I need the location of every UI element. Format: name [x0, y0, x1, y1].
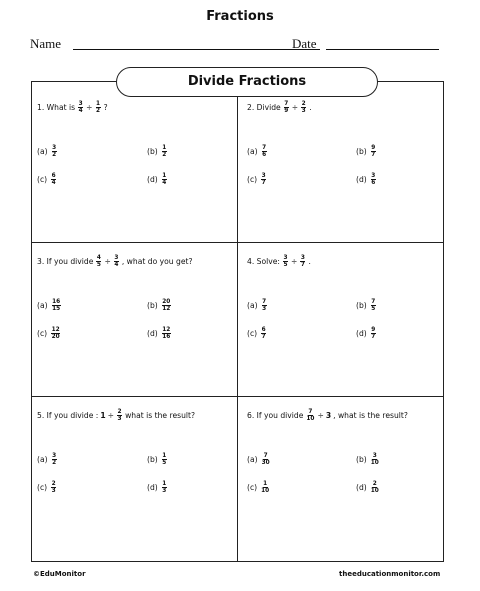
option-fraction	[52, 299, 61, 313]
option-label: (c)	[247, 175, 258, 185]
option-label: (b)	[356, 455, 367, 465]
option-fraction-denominator: 7	[261, 180, 266, 187]
question-2-option[interactable]	[356, 173, 377, 187]
option-fraction-denominator: 10	[370, 460, 379, 467]
option-fraction	[52, 453, 57, 467]
question-6-fraction-numerator: 7	[308, 409, 313, 415]
option-fraction-numerator: 2	[51, 481, 56, 487]
option-fraction-denominator: 16	[162, 334, 171, 341]
question-2-option[interactable]	[356, 145, 377, 159]
option-fraction-numerator: 1	[263, 481, 268, 487]
option-fraction	[162, 481, 167, 495]
question-2-option[interactable]	[247, 173, 267, 187]
option-fraction-numerator: 16	[52, 299, 61, 305]
question-5-fraction-denominator: 3	[117, 416, 122, 423]
question-1-fraction	[96, 101, 101, 115]
option-fraction-numerator: 6	[261, 327, 266, 333]
question-3-fraction-numerator: 3	[114, 255, 119, 261]
option-fraction-denominator: 12	[162, 306, 171, 313]
option-label: (c)	[37, 175, 48, 185]
option-fraction-denominator: 2	[52, 460, 57, 467]
option-label: (b)	[356, 147, 367, 157]
option-fraction-numerator: 3	[52, 453, 57, 459]
section-banner: Divide Fractions	[116, 67, 378, 97]
question-6-prompt	[247, 409, 408, 423]
option-fraction	[52, 145, 57, 159]
question-1-option[interactable]	[37, 173, 57, 187]
question-5-option[interactable]	[37, 481, 57, 495]
option-fraction-denominator: 10	[370, 488, 379, 495]
question-5-text: what is the result?	[125, 411, 196, 421]
question-3-prompt	[37, 255, 193, 269]
question-3-fraction	[96, 255, 101, 269]
question-6-option[interactable]	[356, 453, 380, 467]
question-5-fraction	[117, 409, 122, 423]
option-fraction-numerator: 3	[371, 173, 376, 179]
option-fraction	[262, 145, 267, 159]
option-label: (b)	[356, 301, 367, 311]
option-fraction-numerator: 9	[371, 145, 376, 151]
option-fraction-denominator: 7	[371, 334, 376, 341]
option-label: (d)	[147, 175, 158, 185]
option-fraction	[371, 145, 376, 159]
option-fraction-numerator: 12	[51, 327, 60, 333]
option-fraction-denominator: 7	[261, 334, 266, 341]
option-fraction-denominator: 3	[162, 488, 167, 495]
option-fraction	[261, 327, 266, 341]
option-label: (c)	[37, 483, 48, 493]
option-fraction	[51, 173, 56, 187]
question-6-fraction-denominator: 10	[306, 416, 315, 423]
option-fraction-denominator: 7	[371, 152, 376, 159]
question-1-fraction	[78, 101, 83, 115]
option-fraction	[371, 327, 376, 341]
option-label: (c)	[247, 329, 258, 339]
grid-divider-horizontal-2	[31, 396, 444, 397]
question-1-option[interactable]	[37, 145, 58, 159]
option-label: (a)	[37, 147, 48, 157]
option-fraction-denominator: 4	[162, 180, 167, 187]
option-fraction	[51, 327, 60, 341]
option-fraction-denominator: 3	[51, 488, 56, 495]
question-6-option[interactable]	[247, 481, 270, 495]
question-4-option[interactable]	[247, 327, 267, 341]
question-3-option[interactable]	[37, 299, 62, 313]
option-fraction-numerator: 7	[262, 299, 267, 305]
question-1-text: ?	[103, 103, 108, 113]
question-5-option[interactable]	[147, 453, 168, 467]
question-4-fraction-numerator: 3	[283, 255, 288, 261]
question-3-option[interactable]	[147, 299, 172, 313]
question-3-text: , what do you get?	[121, 257, 193, 267]
date-line[interactable]	[326, 49, 439, 50]
question-4-fraction-numerator: 3	[300, 255, 305, 261]
question-2-text: .	[309, 103, 312, 113]
option-fraction-denominator: 4	[51, 180, 56, 187]
question-4-fraction-denominator: 5	[283, 262, 288, 269]
option-label: (b)	[147, 301, 158, 311]
option-fraction-denominator: 2	[52, 152, 57, 159]
question-3-fraction-denominator: 4	[114, 262, 119, 269]
question-3-option[interactable]	[147, 327, 172, 341]
option-fraction-denominator: 30	[261, 460, 270, 467]
name-date-row	[30, 36, 450, 52]
option-label: (b)	[147, 147, 158, 157]
option-fraction-numerator: 3	[52, 145, 57, 151]
option-fraction-numerator: 2	[372, 481, 377, 487]
question-6-text: 6. If you divide	[247, 411, 304, 421]
question-3-fraction	[114, 255, 119, 269]
question-2-option[interactable]	[247, 145, 268, 159]
option-fraction	[162, 173, 167, 187]
option-label: (a)	[247, 147, 258, 157]
option-fraction-numerator: 1	[162, 481, 167, 487]
option-fraction-numerator: 3	[372, 453, 377, 459]
option-label: (a)	[37, 301, 48, 311]
option-fraction-denominator: 6	[262, 152, 267, 159]
footer-website: theeducationmonitor.com	[339, 570, 441, 578]
question-4-option[interactable]	[356, 299, 377, 313]
question-3-text: ÷	[104, 257, 111, 267]
question-4-prompt	[247, 255, 311, 269]
question-5-option[interactable]	[147, 481, 168, 495]
option-fraction-numerator: 7	[263, 453, 268, 459]
question-2-text: ÷	[291, 103, 299, 113]
option-fraction	[162, 327, 171, 341]
option-fraction	[261, 481, 269, 495]
question-3-option[interactable]	[37, 327, 61, 341]
question-6-whole-number: 3	[325, 411, 332, 421]
question-2-fraction-numerator: 2	[301, 101, 306, 107]
option-fraction-denominator: 6	[371, 180, 376, 187]
option-fraction-numerator: 3	[261, 173, 266, 179]
question-6-text: ÷	[317, 411, 324, 421]
question-3-fraction-numerator: 4	[96, 255, 101, 261]
option-fraction-numerator: 7	[371, 299, 376, 305]
option-fraction	[162, 145, 167, 159]
grid-divider-horizontal-1	[31, 242, 444, 243]
question-4-text: ÷	[291, 257, 298, 267]
option-label: (a)	[247, 301, 258, 311]
question-1-text: 1. What is	[37, 103, 76, 113]
option-fraction-denominator: 20	[51, 334, 60, 341]
option-fraction	[162, 299, 171, 313]
question-1-option[interactable]	[147, 145, 168, 159]
question-4-fraction	[283, 255, 288, 269]
question-2-fraction-denominator: 9	[284, 108, 289, 115]
option-fraction-numerator: 12	[162, 327, 171, 333]
question-3-text: 3. If you divide	[37, 257, 94, 267]
question-6-option[interactable]	[356, 481, 380, 495]
footer-copyright: ©EduMonitor	[33, 570, 86, 578]
question-6-text: , what is the result?	[333, 411, 408, 421]
question-5-option[interactable]	[37, 453, 58, 467]
question-4-fraction	[300, 255, 305, 269]
option-fraction-numerator: 1	[162, 145, 167, 151]
question-1-text: ÷	[86, 103, 93, 113]
option-label: (d)	[356, 483, 367, 493]
question-4-text: .	[308, 257, 311, 267]
question-2-fraction-denominator: 3	[301, 108, 306, 115]
question-4-text: 4. Solve:	[247, 257, 280, 267]
option-fraction-denominator: 10	[261, 488, 270, 495]
question-6-fraction	[306, 409, 314, 423]
date-label: Date	[292, 36, 317, 51]
worksheet-title: Fractions	[206, 9, 274, 24]
option-fraction-numerator: 6	[51, 173, 56, 179]
question-2-prompt	[247, 101, 312, 115]
question-1-option[interactable]	[147, 173, 168, 187]
name-label: Name	[30, 36, 62, 51]
option-label: (a)	[247, 455, 258, 465]
option-fraction	[262, 299, 267, 313]
option-fraction-denominator: 3	[262, 306, 267, 313]
option-label: (b)	[147, 455, 158, 465]
question-4-fraction-denominator: 7	[300, 262, 305, 269]
question-5-prompt	[37, 409, 195, 423]
option-fraction-numerator: 1	[162, 453, 167, 459]
name-line[interactable]	[73, 49, 320, 50]
question-5-whole-number: 1	[100, 411, 106, 421]
question-5-fraction-numerator: 2	[117, 409, 122, 415]
question-5-text: ÷	[107, 411, 115, 421]
option-label: (c)	[37, 329, 48, 339]
option-fraction-denominator: 5	[371, 306, 376, 313]
option-fraction-numerator: 7	[262, 145, 267, 151]
option-fraction	[371, 173, 376, 187]
question-2-fraction	[284, 101, 289, 115]
question-2-fraction-numerator: 7	[284, 101, 289, 107]
question-2-text: 2. Divide	[247, 103, 281, 113]
option-fraction-denominator: 2	[162, 152, 167, 159]
grid-divider-vertical	[237, 81, 238, 562]
option-fraction-denominator: 15	[52, 306, 61, 313]
question-6-option[interactable]	[247, 453, 271, 467]
question-5-text: 5. If you divide :	[37, 411, 99, 421]
option-label: (d)	[356, 175, 367, 185]
option-fraction	[371, 299, 376, 313]
question-1-prompt	[37, 101, 108, 115]
question-1-fraction-denominator: 4	[78, 108, 83, 115]
question-1-fraction-denominator: 2	[96, 108, 101, 115]
question-2-fraction	[301, 101, 306, 115]
question-3-fraction-denominator: 5	[96, 262, 101, 269]
option-fraction	[261, 173, 266, 187]
option-label: (c)	[247, 483, 258, 493]
question-4-option[interactable]	[356, 327, 377, 341]
option-fraction-numerator: 1	[162, 173, 167, 179]
question-4-option[interactable]	[247, 299, 268, 313]
option-label: (d)	[147, 483, 158, 493]
option-fraction-numerator: 9	[371, 327, 376, 333]
option-fraction	[162, 453, 167, 467]
question-1-fraction-numerator: 1	[96, 101, 101, 107]
option-fraction	[51, 481, 56, 495]
option-fraction-denominator: 5	[162, 460, 167, 467]
question-1-fraction-numerator: 3	[78, 101, 83, 107]
option-label: (d)	[356, 329, 367, 339]
option-label: (d)	[147, 329, 158, 339]
option-label: (a)	[37, 455, 48, 465]
option-fraction	[262, 453, 270, 467]
option-fraction	[371, 453, 379, 467]
option-fraction-numerator: 20	[162, 299, 171, 305]
option-fraction	[371, 481, 379, 495]
